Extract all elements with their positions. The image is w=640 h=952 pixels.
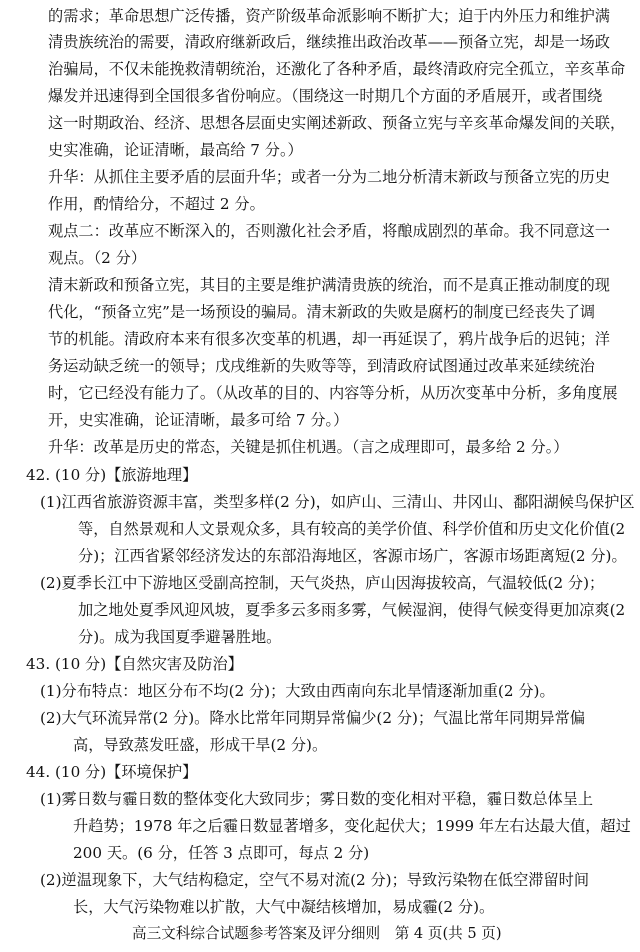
text-line: 升华：从抓住主要矛盾的层面升华；或者一分为二地分析清末新政与预备立宪的历史 — [48, 168, 610, 186]
text-line: 时，它已经没有能力了。（从改革的目的、内容等分析，从历次变革中分析，多角度展 — [48, 384, 618, 402]
text-line: (1)江西省旅游资源丰富，类型多样(2 分)，如庐山、三清山、井冈山、鄱阳湖候鸟保护区 — [40, 493, 635, 511]
text-line: 观点。（2 分） — [48, 249, 147, 267]
question-heading: 43. (10 分)【自然灾害及防治】 — [26, 655, 243, 673]
text-line: (1)分布特点：地区分布不均(2 分)；大致由西南向东北旱情逐渐加重(2 分)。 — [40, 682, 555, 700]
text-line: 观点二：改革应不断深入的，否则激化社会矛盾，将酿成剧烈的革命。我不同意这一 — [48, 222, 610, 240]
text-line: 务运动缺乏统一的领导；戊戌维新的失败等等，到清政府试图通过改革来延续统治 — [48, 357, 595, 375]
text-line: 这一时期政治、经济、思想各层面史实阐述新政、预备立宪与辛亥革命爆发间的关联， — [48, 114, 626, 132]
text-line: 史实准确，论证清晰，最高给 7 分。） — [48, 141, 303, 159]
text-line: (1)雾日数与霾日数的整体变化大致同步；雾日数的变化相对平稳，霾日数总体呈上 — [40, 790, 594, 808]
text-line: 加之地处夏季风迎风坡，夏季多云多雨多雾，气候湿润，使得气候变得更加凉爽(2 — [78, 601, 626, 619]
text-line: 分)。成为我国夏季避暑胜地。 — [78, 628, 282, 646]
text-line: 清贵族统治的需要，清政府继新政后，继续推出政治改革——预备立宪，却是一场政 — [48, 33, 610, 51]
text-line: 清末新政和预备立宪，其目的主要是维护满清贵族的统治，而不是真正推动制度的现 — [48, 276, 610, 294]
text-line: (2)大气环流异常(2 分)。降水比常年同期异常偏少(2 分)；气温比常年同期异常偏 — [40, 709, 586, 727]
text-line: 治骗局，不仅未能挽救清朝统治，还激化了各种矛盾，最终清政府完全孤立，辛亥革命 — [48, 60, 626, 78]
text-line: 长，大气污染物难以扩散，大气中凝结核增加，易成霾(2 分)。 — [73, 898, 495, 916]
text-line: 开，史实准确，论证清晰，最多可给 7 分。） — [48, 411, 349, 429]
text-line: 200 天。(6 分，任答 3 点即可，每点 2 分) — [73, 844, 370, 862]
text-line: 等，自然景观和人文景观众多，具有较高的美学价值、科学价值和历史文化价值(2 — [78, 520, 626, 538]
question-heading: 44. (10 分)【环境保护】 — [26, 763, 198, 781]
text-line: 节的机能。清政府本来有很多次变革的机遇，却一再延误了，鸦片战争后的迟钝；洋 — [48, 330, 610, 348]
text-line: 升华：改革是历史的常态，关键是抓住机遇。（言之成理即可，最多给 2 分。） — [48, 438, 569, 456]
question-heading: 42. (10 分)【旅游地理】 — [26, 466, 198, 484]
text-line: (2)夏季长江中下游地区受副高控制，天气炎热，庐山因海拔较高，气温较低(2 分)； — [40, 574, 605, 592]
text-line: 升趋势；1978 年之后霾日数显著增多，变化起伏大；1999 年左右达最大值，超过 — [73, 817, 631, 835]
text-line: 分)；江西省紧邻经济发达的东部沿海地区，客源市场广，客源市场距离短(2 分)。 — [78, 547, 627, 565]
text-line: 爆发并迅速得到全国很多省份响应。（围绕这一时期几个方面的矛盾展开，或者围绕 — [48, 87, 603, 105]
text-line: 作用，酌情给分，不超过 2 分。 — [48, 195, 265, 213]
page-footer: 高三文科综合试题参考答案及评分细则 第 4 页(共 5 页) — [132, 925, 502, 942]
text-line: 高，导致蒸发旺盛，形成干旱(2 分)。 — [73, 736, 328, 754]
text-line: 的需求；革命思想广泛传播，资产阶级革命派影响不断扩大；迫于内外压力和维护满 — [48, 7, 610, 25]
text-line: 代化，“预备立宪”是一场预设的骗局。清末新政的失败是腐朽的制度已经丧失了调 — [48, 303, 596, 321]
text-line: (2)逆温现象下，大气结构稳定，空气不易对流(2 分)；导致污染物在低空滞留时间 — [40, 871, 590, 889]
